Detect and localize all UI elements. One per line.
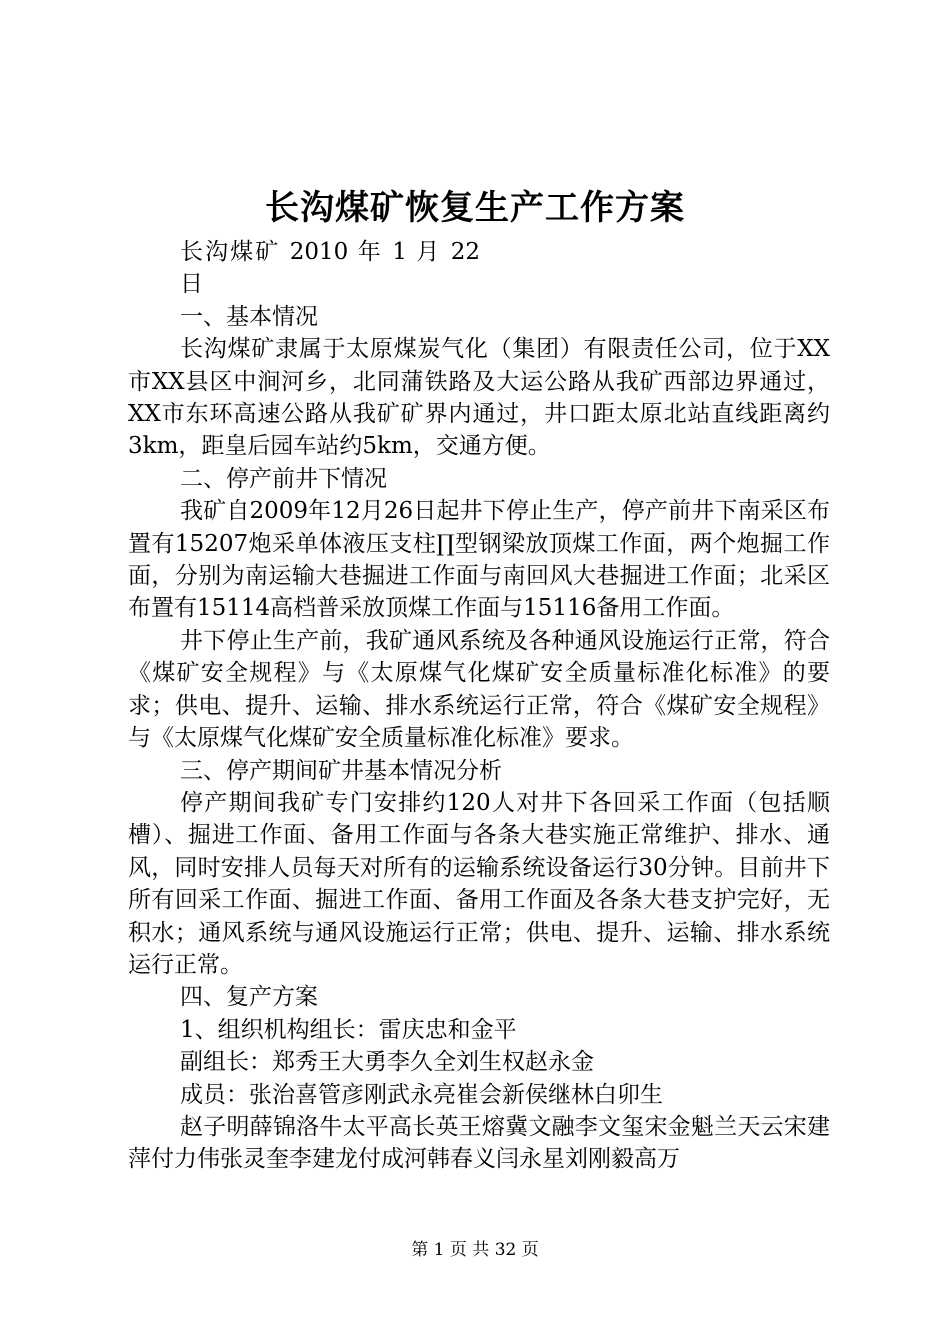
paragraph-deputy-leaders: 副组长：郑秀王大勇李久全刘生权赵永金 bbox=[180, 1049, 594, 1076]
section-heading-resumption-plan: 四、复产方案 bbox=[180, 984, 318, 1011]
paragraph-shutdown-analysis: 停产期间我矿专门安排约120人对井下各回采工作面（包括顺槽）、掘进工作面、备用工作面与各条大巷实施正常维护、排水、通风，同时安排人员每天对所有的运输系统设备运行30分钟。目前井下所有回采工作面、掘进工作面、备用工作面及各条大巷支护完好，无积水；通风系统与通风设施运行正常；供电、提升、运输、排水系统运行正常。 bbox=[128, 789, 830, 978]
paragraph-members: 成员：张治喜管彦刚武永亮崔会新侯继林白卯生 bbox=[180, 1081, 663, 1108]
paragraph-leaders: 1、组织机构组长：雷庆忠和金平 bbox=[180, 1016, 517, 1043]
section-heading-basic-info: 一、基本情况 bbox=[180, 303, 318, 330]
page-footer: 第 1 页 共 32 页 bbox=[411, 1240, 539, 1260]
section-heading-shutdown-analysis: 三、停产期间矿井基本情况分析 bbox=[180, 757, 502, 784]
paragraph-pre-shutdown: 我矿自2009年12月26日起井下停止生产，停产前井下南采区布置有15207炮采单体液压支柱∏型钢梁放顶煤工作面，两个炮掘工作面，分别为南运输大巷掘进工作面与南回风大巷掘进工作面；北采区布置有15114高档普采放顶煤工作面与15116备用工作面。 bbox=[128, 498, 830, 622]
date-line: 长沟煤矿 2010 年 1 月 22 日 bbox=[180, 239, 480, 298]
paragraph-basic-info: 长沟煤矿隶属于太原煤炭气化（集团）有限责任公司，位于XX市XX县区中涧河乡，北同蒲铁路及大运公路从我矿西部边界通过，XX市东环高速公路从我矿矿界内通过，井口距太原北站直线距离约3km，距皇后园车站约5km，交通方便。 bbox=[128, 336, 830, 460]
paragraph-ventilation: 井下停止生产前，我矿通风系统及各种通风设施运行正常，符合《煤矿安全规程》与《太原煤气化煤矿安全质量标准化标准》的要求；供电、提升、运输、排水系统运行正常，符合《煤矿安全规程》与《太原煤气化煤矿安全质量标准化标准》要求。 bbox=[128, 627, 830, 752]
section-heading-pre-shutdown: 二、停产前井下情况 bbox=[180, 465, 387, 492]
paragraph-member-names: 赵子明薛锦洛牛太平高长英王熔冀文融李文玺宋金魁兰天云宋建萍付力伟张灵奎李建龙付成河韩春义闫永星刘刚毅高万 bbox=[128, 1113, 830, 1173]
document-body bbox=[128, 236, 830, 1176]
document-title: 长沟煤矿恢复生产工作方案 bbox=[265, 188, 685, 228]
